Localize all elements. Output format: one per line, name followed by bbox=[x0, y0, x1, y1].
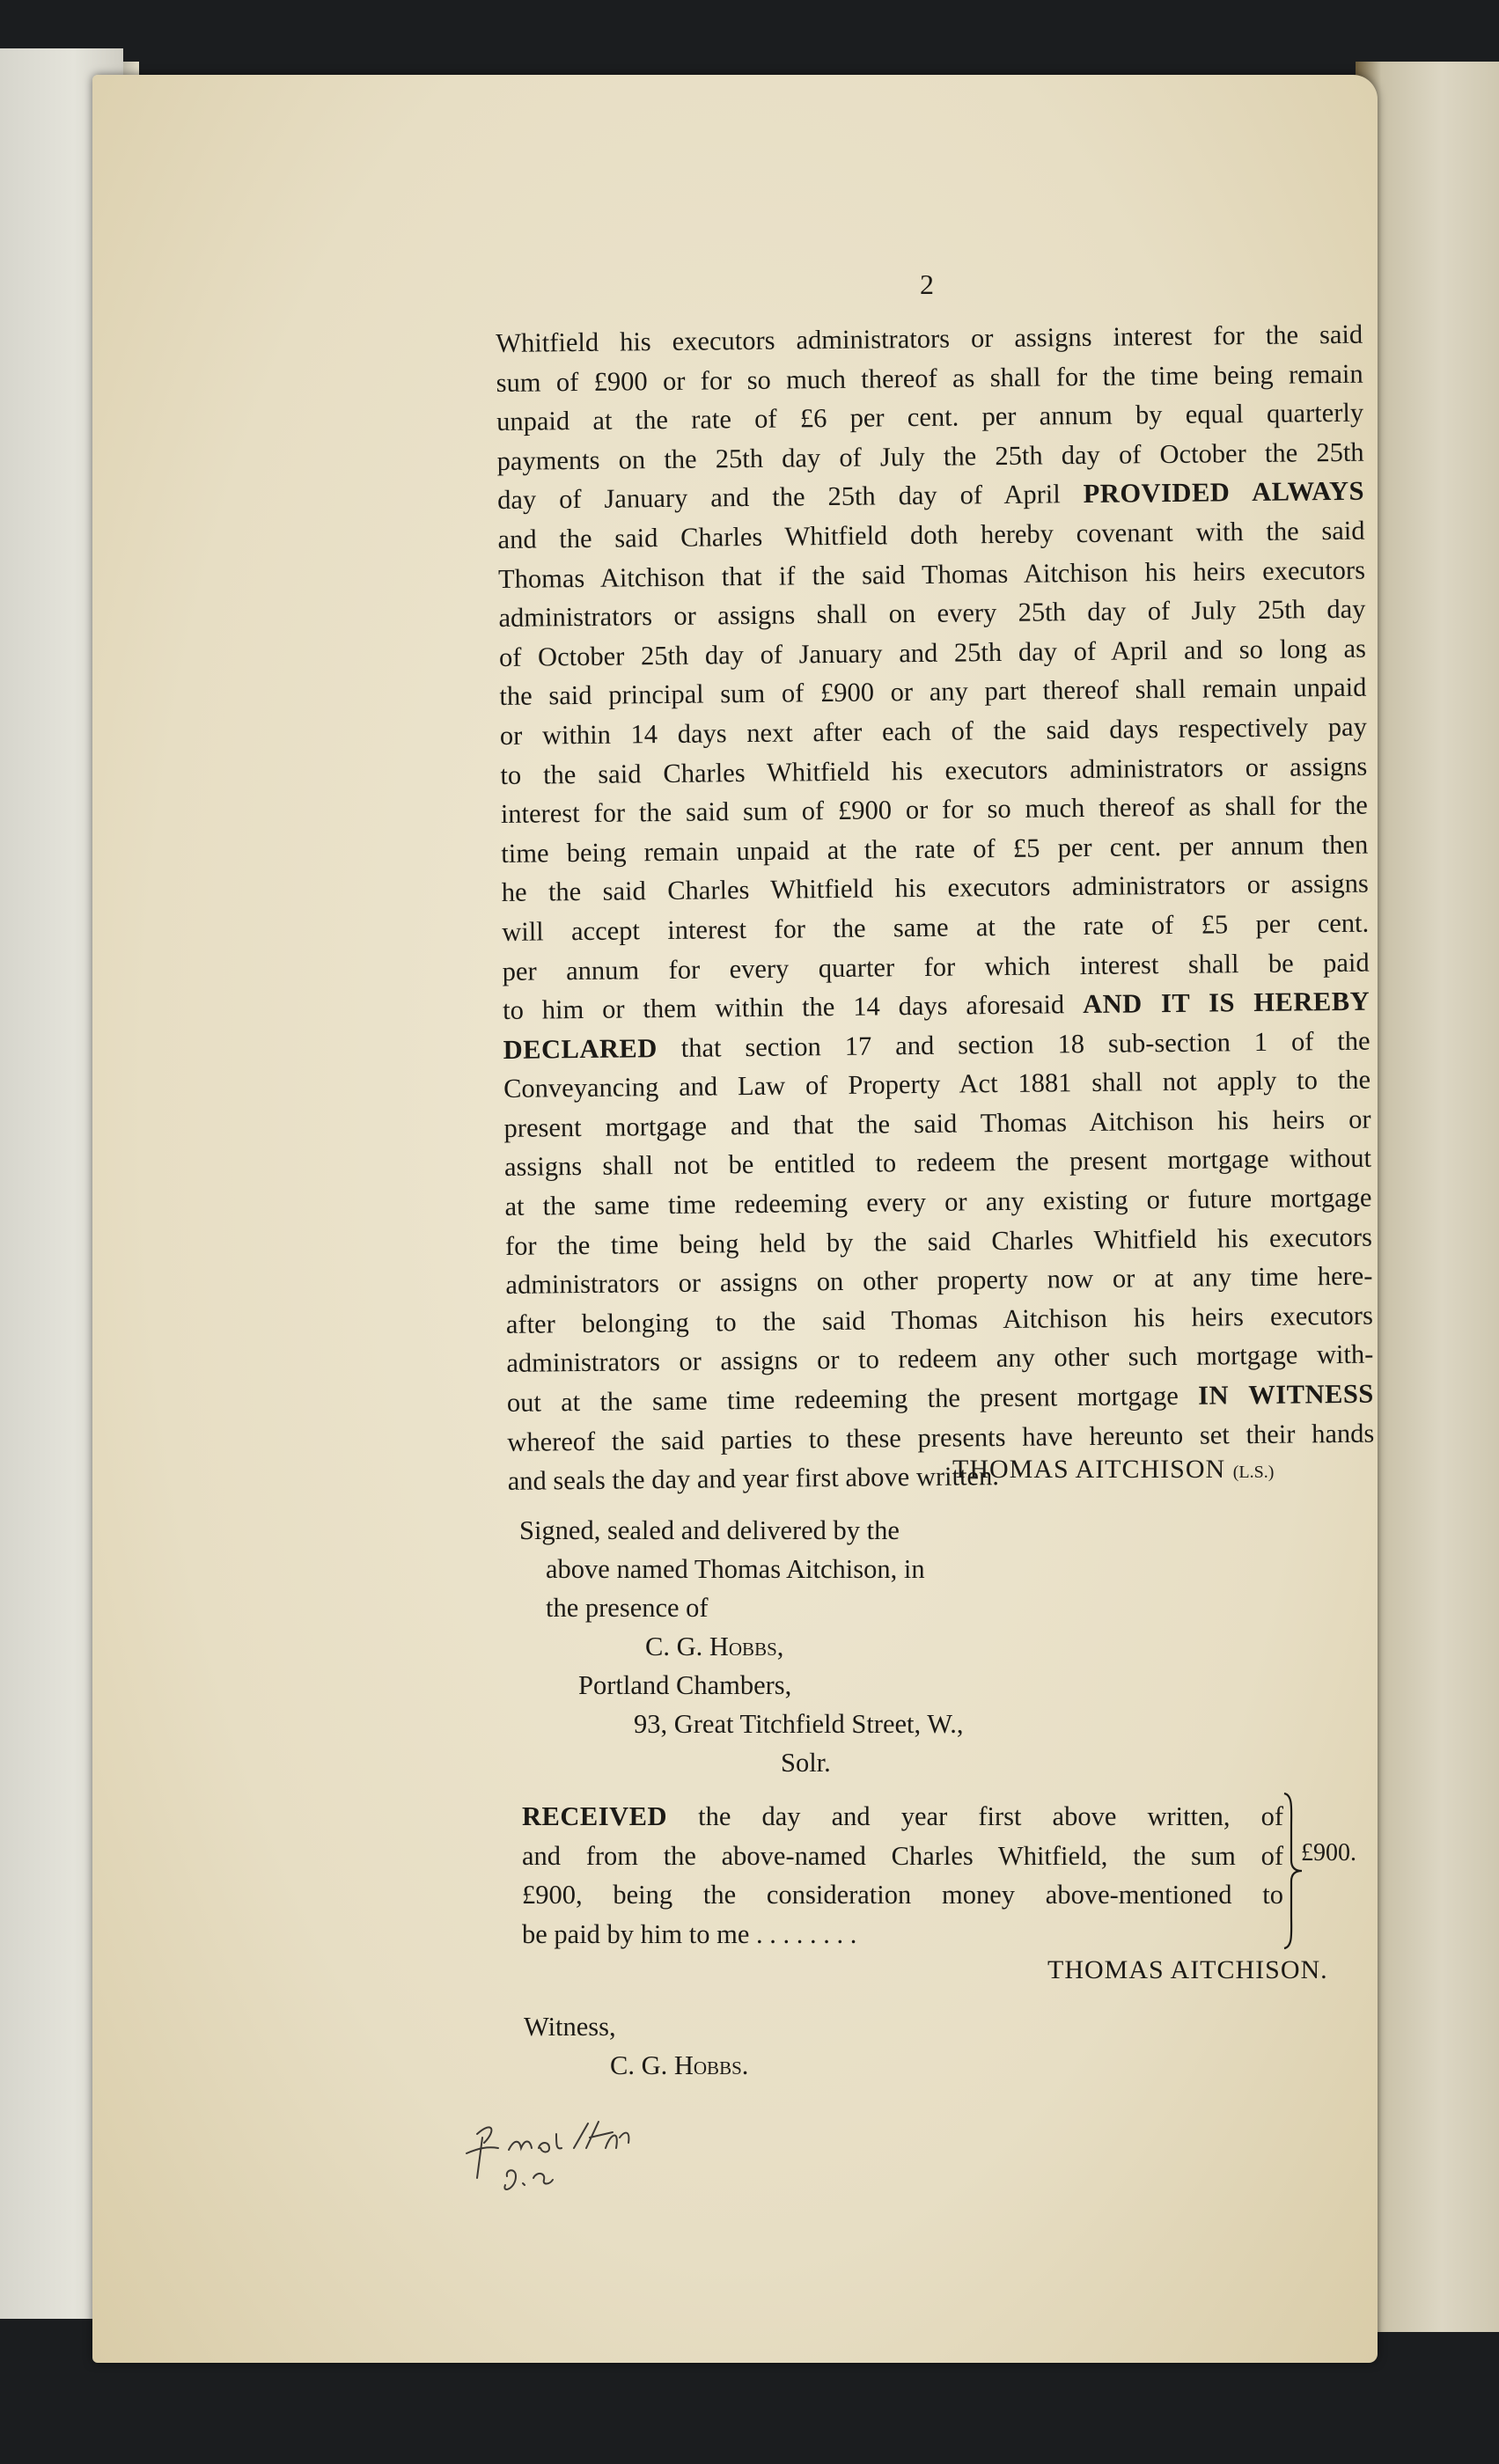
receipt-text bbox=[522, 1797, 1283, 1954]
attestation-line-1: Signed, sealed and delivered by the bbox=[519, 1515, 900, 1545]
text-segment: the said principal sum of £900 or any part thereof shall remain unpaid bbox=[499, 672, 1367, 712]
text-segment: out at the same time redeeming the present mortgage bbox=[506, 1380, 1199, 1418]
text-segment: administrators or assigns on other property now or at any time here- bbox=[505, 1260, 1373, 1301]
text-segment: be paid by him to me . . . . . . . . bbox=[522, 1919, 857, 1950]
text-segment: and from the above-named Charles Whitfield, the sum of bbox=[522, 1840, 1283, 1871]
text-segment: the day and year first above written, of bbox=[667, 1801, 1283, 1831]
text-segment: payments on the 25th day of July the 25th day of October the 25th bbox=[496, 436, 1364, 476]
text-segment: he the said Charles Whitfield his executors administrators or assigns bbox=[501, 868, 1369, 908]
emphasized-phrase: RECEIVED bbox=[522, 1801, 668, 1831]
text-segment: per annum for every quarter for which interest shall be paid bbox=[502, 947, 1370, 986]
text-segment: to him or them within the 14 days aforesaid bbox=[502, 989, 1084, 1026]
attestation-line-2: above named Thomas Aitchison, in bbox=[546, 1554, 925, 1584]
text-segment: unpaid at the rate of £6 per cent. per annum by equal quarterly bbox=[496, 397, 1364, 437]
receipt-amount: £900. bbox=[1301, 1839, 1356, 1866]
text-segment: present mortgage and that the said Thomas Aitchison his heirs or bbox=[503, 1104, 1371, 1143]
witness-role: Solr. bbox=[781, 1748, 831, 1778]
text-segment: Whitfield his executors administrators or assigns interest for the said bbox=[496, 319, 1363, 358]
text-line bbox=[522, 1837, 1283, 1876]
witness-address-line-2: 93, Great Titchfield Street, W., bbox=[634, 1709, 964, 1739]
grantor-signature-line bbox=[952, 1455, 1274, 1485]
text-segment: at the same time redeeming every or any existing or future mortgage bbox=[504, 1182, 1372, 1222]
right-brace-icon bbox=[1281, 1792, 1307, 1950]
signature-name: THOMAS AITCHISON bbox=[952, 1455, 1226, 1484]
text-line bbox=[522, 1915, 1283, 1954]
text-segment: or within 14 days next after each of the said days respectively pay bbox=[499, 711, 1368, 751]
text-segment: whereof the said parties to these presents have hereunto set their hands bbox=[507, 1418, 1375, 1457]
text-segment: assigns shall not be entitled to redeem the present mortgage without bbox=[503, 1143, 1372, 1183]
text-line bbox=[522, 1797, 1283, 1837]
handwritten-annotation-icon bbox=[458, 2108, 669, 2204]
emphasized-phrase: PROVIDED ALWAYS bbox=[1083, 476, 1365, 510]
text-segment: administrators or assigns shall on every 25th day of July 25th day bbox=[498, 593, 1366, 634]
text-segment: for the time being held by the said Charles Whitfield his executors bbox=[504, 1221, 1373, 1261]
text-segment: day of January and the 25th day of April bbox=[496, 479, 1084, 516]
text-segment: that section 17 and section 18 sub-section 1 of the bbox=[657, 1025, 1370, 1063]
text-segment: interest for the said sum of £900 or for so much thereof as shall for the bbox=[500, 789, 1368, 830]
page-number: 2 bbox=[920, 268, 934, 300]
text-segment: time being remain unpaid at the rate of £5 per cent. per annum then bbox=[501, 829, 1369, 869]
text-segment: £900, being the consideration money above-mentioned to bbox=[522, 1880, 1283, 1910]
text-segment: will accept interest for the same at the rate of £5 per cent. bbox=[502, 907, 1370, 947]
deed-body-text bbox=[496, 315, 1375, 1501]
text-segment: and the said Charles Whitfield doth hereby covenant with the said bbox=[497, 515, 1365, 554]
text-line bbox=[522, 1875, 1283, 1915]
text-segment: to the said Charles Whitfield his executors administrators or assigns bbox=[500, 751, 1368, 790]
attestation-line-3: the presence of bbox=[546, 1593, 709, 1623]
locus-sigilli: (L.S.) bbox=[1232, 1463, 1275, 1482]
text-segment: administrators or assigns or to redeem any other such mortgage with- bbox=[506, 1339, 1374, 1379]
receipt-signature: THOMAS AITCHISON. bbox=[1047, 1955, 1328, 1984]
emphasized-phrase: DECLARED bbox=[503, 1032, 658, 1065]
receipt-witness-label: Witness, bbox=[524, 2012, 616, 2042]
emphasized-phrase: AND IT IS HEREBY bbox=[1082, 986, 1370, 1020]
text-segment: sum of £900 or for so much thereof as shall for the time being remain bbox=[496, 358, 1363, 398]
witness-address-line-1: Portland Chambers, bbox=[578, 1670, 792, 1700]
emphasized-phrase: IN WITNESS bbox=[1197, 1378, 1374, 1411]
text-segment: Conveyancing and Law of Property Act 1881 shall not apply to the bbox=[503, 1064, 1371, 1104]
text-segment: and seals the day and year first above written. bbox=[507, 1461, 1000, 1497]
receipt-witness-name: C. G. Hobbs. bbox=[610, 2050, 749, 2080]
text-segment: of October 25th day of January and 25th day of April and so long as bbox=[498, 633, 1367, 672]
text-segment: after belonging to the said Thomas Aitchison his heirs executors bbox=[505, 1300, 1374, 1339]
attesting-witness-name: C. G. Hobbs, bbox=[645, 1632, 784, 1661]
text-segment: Thomas Aitchison that if the said Thomas Aitchison his heirs executors bbox=[497, 554, 1366, 594]
